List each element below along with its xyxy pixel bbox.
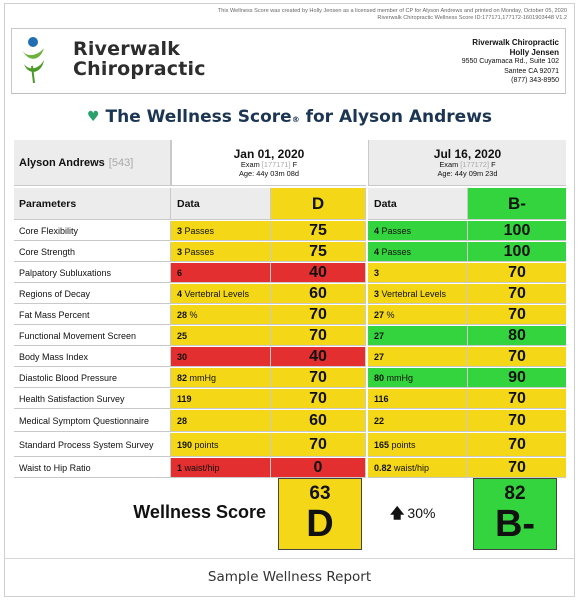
exam-2-data [368, 305, 467, 325]
exam-2-unit: Passes [379, 246, 412, 257]
exam-header-row [14, 140, 566, 186]
exam-2-score: 100 [467, 242, 566, 262]
exam-1-value: 1 [177, 462, 183, 473]
table-row [14, 326, 566, 346]
exam-2-unit: Passes [379, 225, 412, 236]
exam-2-value: 27 [374, 330, 385, 341]
exam-1-score: 70 [270, 326, 366, 346]
exam-1-value: 6 [177, 267, 183, 278]
exam-1-score: 75 [270, 221, 366, 241]
exam-1-score: 75 [270, 242, 366, 262]
column-header-row [14, 188, 566, 220]
exam-2-unit: Vertebral Levels [379, 288, 447, 299]
print-disclaimer [218, 8, 567, 22]
exam-1-data [171, 410, 270, 432]
exam-2-unit: % [384, 309, 395, 320]
table-row [14, 347, 566, 367]
exam-1-value: 28 [177, 309, 188, 320]
exam-1-unit: % [187, 309, 198, 320]
exam-1-unit: Passes [182, 225, 215, 236]
exam-2-data [368, 242, 467, 262]
table-row [14, 389, 566, 409]
exam-1-score-box [278, 478, 362, 550]
exam-2-data [368, 284, 467, 304]
disclaimer-line-2: Riverwalk Chiropractic Wellness Score ID:177171,177172-1601903448 V1.2 [377, 15, 567, 21]
table-row [14, 410, 566, 432]
arrow-up-icon: 🡅 [390, 505, 405, 521]
exam-2-value: 165 [374, 439, 390, 450]
exam-1-total-score: 63 [309, 483, 331, 504]
exam-1-unit: mmHg [187, 372, 217, 383]
exam-2-score: 70 [467, 410, 566, 432]
exam-2-age: Age: 44y 09m 23d [437, 168, 498, 178]
exam-2-value: 116 [374, 393, 389, 404]
parameter-name: Medical Symptom Questionnaire [14, 410, 171, 432]
data-2-header: Data [368, 188, 467, 220]
exam-1-value: 4 [177, 288, 183, 299]
exam-1-header [171, 140, 366, 186]
exam-1-value: 3 [177, 246, 183, 257]
exam-2-date: Jul 16, 2020 [433, 146, 502, 161]
exam-2-label: Exam [439, 159, 459, 169]
exam-2-data [368, 433, 467, 457]
exam-2-header [368, 140, 566, 186]
wellness-summary [14, 474, 566, 554]
exam-1-unit: points [192, 439, 219, 450]
table-row [14, 305, 566, 325]
exam-1-value: 30 [177, 351, 188, 362]
table-row [14, 263, 566, 283]
exam-1-sex: F [292, 159, 298, 169]
exam-2-data [368, 368, 467, 388]
patient-name-cell [14, 140, 171, 186]
parameter-name: Diastolic Blood Pressure [14, 368, 171, 388]
practice-name: Riverwalk Chiropractic [472, 38, 559, 47]
exam-2-value: 3 [374, 288, 380, 299]
exam-2-id: [177172] [460, 159, 490, 169]
exam-1-date: Jan 01, 2020 [233, 146, 305, 161]
doctor-name: Holly Jensen [509, 47, 559, 57]
exam-2-unit: waist/hip [391, 462, 430, 473]
exam-1-data [171, 389, 270, 409]
exam-2-data [368, 326, 467, 346]
practice-logo-icon [18, 36, 48, 84]
exam-1-value: 82 [177, 372, 188, 383]
wellness-score-label: Wellness Score [133, 502, 266, 522]
exam-1-data [171, 263, 270, 283]
parameter-name: Body Mass Index [14, 347, 171, 367]
exam-1-grade: D [270, 188, 366, 220]
parameter-name: Core Flexibility [14, 221, 171, 241]
exam-1-data [171, 221, 270, 241]
exam-1-score: 70 [270, 368, 366, 388]
report-caption: Sample Wellness Report [207, 569, 372, 585]
exam-2-score-box [473, 478, 557, 550]
exam-1-score: 40 [270, 263, 366, 283]
exam-1-label: Exam [240, 159, 260, 169]
data-1-header: Data [171, 188, 270, 220]
parameters-header: Parameters [14, 188, 171, 220]
table-row [14, 242, 566, 262]
logo-line-1: Riverwalk [73, 38, 181, 60]
logo-line-2: Chiropractic [73, 58, 206, 80]
score-change-value: 30% [407, 505, 436, 521]
exam-1-value: 190 [177, 439, 193, 450]
exam-1-age: Age: 44y 03m 08d [239, 168, 299, 178]
exam-1-unit: waist/hip [182, 462, 220, 473]
exam-2-unit: mmHg [384, 372, 414, 383]
exam-2-value: 4 [374, 246, 380, 257]
footer-divider [4, 558, 575, 559]
exam-2-data [368, 263, 467, 283]
exam-1-data [171, 433, 270, 457]
exam-2-total-grade: B- [494, 503, 536, 545]
exam-1-id: [177171] [261, 159, 291, 169]
exam-1-data [171, 347, 270, 367]
score-change [390, 503, 435, 527]
parameter-name: Standard Process System Survey [14, 433, 171, 457]
disclaimer-line-1: This Wellness Score was created by Holly Jensen as a licensed member of CP for Alyson Andrews and printed on Monday, October 05, 2020 [217, 8, 567, 14]
exam-2-score: 70 [467, 347, 566, 367]
exam-1-score: 60 [270, 284, 366, 304]
parameter-name: Waist to Hip Ratio [14, 458, 171, 478]
exam-2-value: 27 [374, 351, 385, 362]
exam-1-score: 70 [270, 305, 366, 325]
exam-1-value: 119 [177, 393, 192, 404]
exam-2-score: 80 [467, 326, 566, 346]
exam-1-value: 28 [177, 415, 188, 426]
exam-1-total-grade: D [306, 503, 334, 545]
exam-1-score: 60 [270, 410, 366, 432]
exam-2-score: 100 [467, 221, 566, 241]
exam-2-value: 4 [374, 225, 380, 236]
exam-2-score: 70 [467, 305, 566, 325]
practice-city: Santee CA 92071 [504, 67, 559, 75]
title-prefix: The Wellness Score [105, 107, 292, 127]
exam-2-value: 80 [374, 372, 385, 383]
exam-1-data [171, 284, 270, 304]
exam-1-data [171, 326, 270, 346]
parameter-name: Core Strength [14, 242, 171, 262]
exam-1-unit: Passes [182, 246, 215, 257]
table-row [14, 368, 566, 388]
exam-2-data [368, 347, 467, 367]
exam-2-score: 70 [467, 284, 566, 304]
exam-2-value: 22 [374, 415, 385, 426]
exam-1-value: 3 [177, 225, 183, 236]
exam-1-data [171, 368, 270, 388]
exam-1-unit: Vertebral Levels [182, 288, 250, 299]
parameter-name: Fat Mass Percent [14, 305, 171, 325]
parameter-name: Functional Movement Screen [14, 326, 171, 346]
exam-1-score: 70 [270, 433, 366, 457]
exam-2-data [368, 221, 467, 241]
exam-2-data [368, 410, 467, 432]
practice-logo-text [73, 39, 206, 79]
exam-2-data [368, 389, 467, 409]
practice-address: 9550 Cuyamaca Rd., Suite 102 [461, 58, 559, 66]
table-row [14, 284, 566, 304]
practice-phone: (877) 343-8950 [511, 77, 559, 85]
exam-2-value: 0.82 [374, 462, 392, 473]
exam-2-unit: points [389, 439, 416, 450]
exam-2-score: 70 [467, 458, 566, 478]
heart-pulse-icon: ♥ [86, 109, 100, 125]
report-title [0, 107, 579, 127]
exam-1-score: 0 [270, 458, 366, 478]
exam-2-score: 70 [467, 263, 566, 283]
parameter-name: Palpatory Subluxations [14, 263, 171, 283]
exam-2-score: 70 [467, 389, 566, 409]
exam-2-sex: F [491, 159, 496, 169]
parameter-name: Regions of Decay [14, 284, 171, 304]
practice-contact [462, 38, 559, 86]
parameter-name: Health Satisfaction Survey [14, 389, 171, 409]
exam-2-score: 90 [467, 368, 566, 388]
exam-1-value: 25 [177, 330, 188, 341]
table-row [14, 433, 566, 457]
exam-1-score: 70 [270, 389, 366, 409]
exam-1-score: 40 [270, 347, 366, 367]
exam-2-value: 3 [374, 267, 380, 278]
exam-2-score: 70 [467, 433, 566, 457]
exam-2-grade: B- [467, 188, 566, 220]
exam-1-data [171, 305, 270, 325]
title-registered-mark: ® [291, 115, 300, 124]
exam-2-total-score: 82 [504, 483, 526, 504]
patient-name: Alyson Andrews [19, 156, 105, 169]
patient-id: [543] [108, 156, 134, 169]
exam-2-value: 27 [374, 309, 385, 320]
exam-1-data [171, 242, 270, 262]
title-suffix: for Alyson Andrews [305, 107, 493, 127]
table-row [14, 221, 566, 241]
